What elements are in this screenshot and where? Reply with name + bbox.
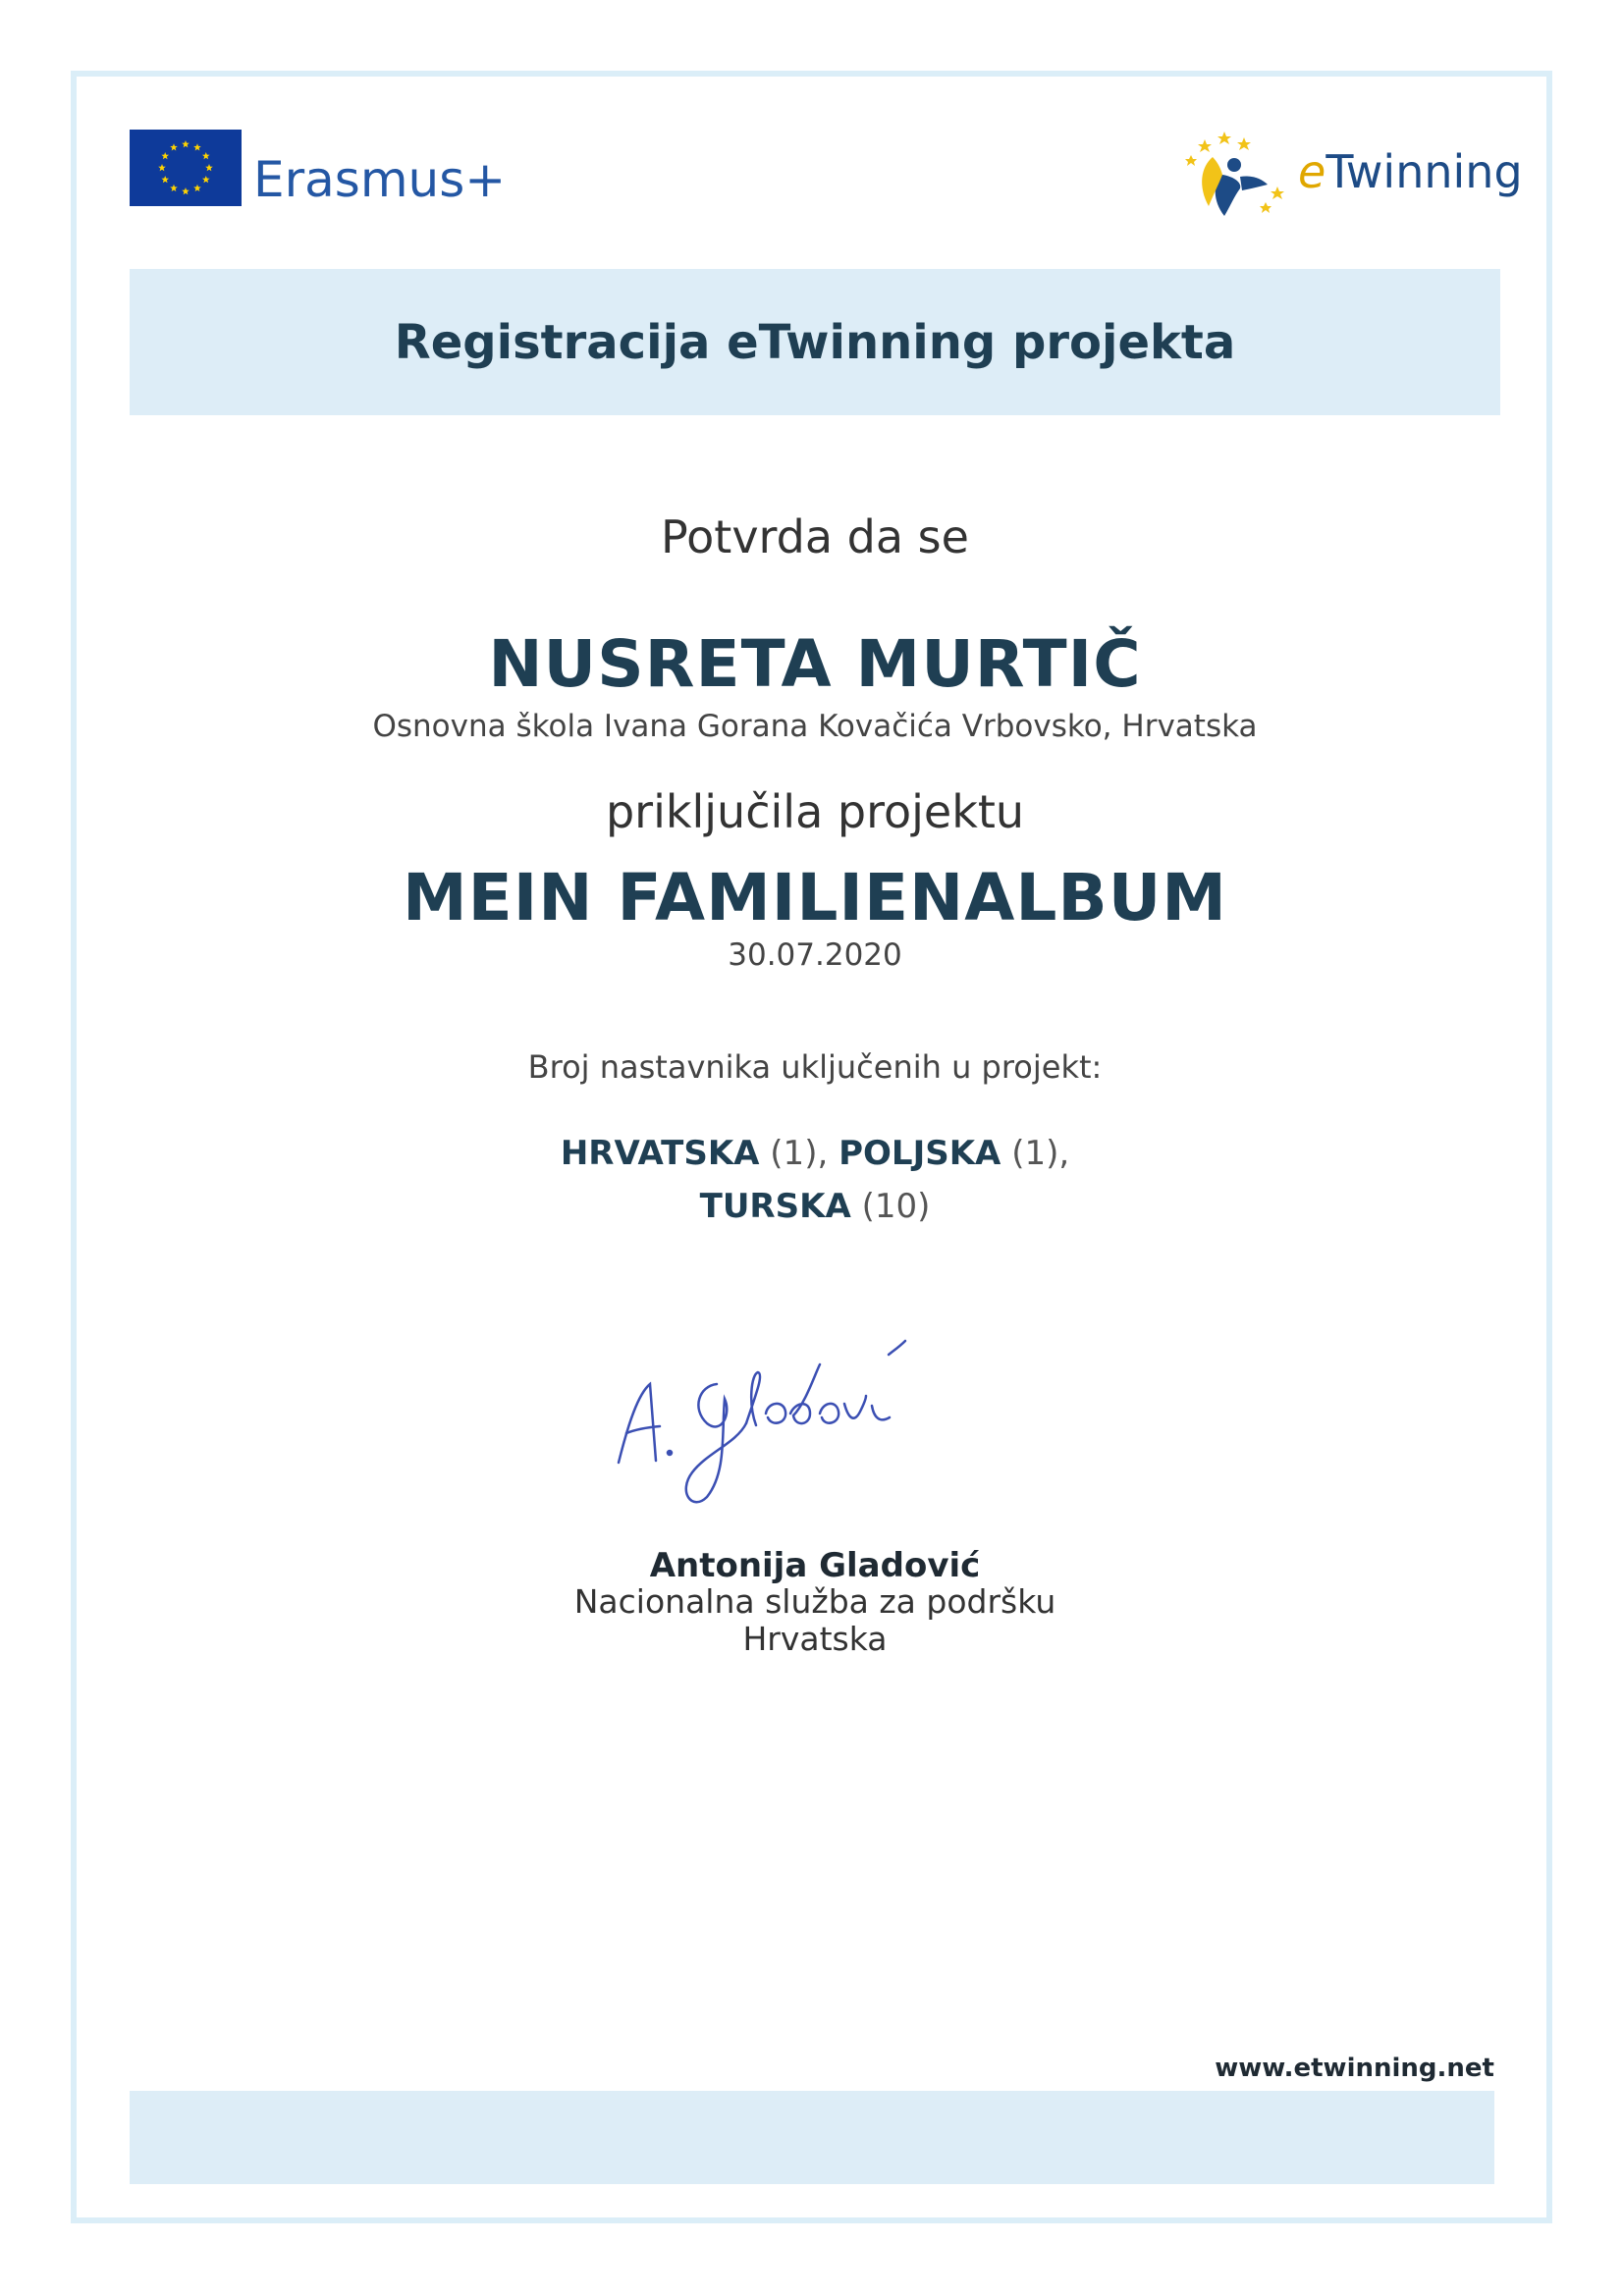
country-name: HRVATSKA (560, 1134, 760, 1173)
footer-url[interactable]: www.etwinning.net (1215, 2054, 1494, 2083)
etwinning-logo-rest: Twinning (1325, 145, 1523, 198)
project-name: MEIN FAMILIENALBUM (402, 860, 1227, 935)
etwinning-logo-text (1298, 145, 1523, 198)
signer-name: Antonija Gladović (649, 1546, 981, 1585)
country-name: TURSKA (699, 1187, 851, 1226)
country-name: POLJSKA (839, 1134, 1001, 1173)
joined-text: priključila projektu (605, 785, 1025, 838)
footer-band (130, 2091, 1494, 2184)
etwinning-logo-icon (1183, 128, 1293, 226)
teachers-label: Broj nastavnika uključenih u projekt: (527, 1048, 1103, 1086)
title-band (130, 269, 1500, 415)
teacher-name: NUSRETA MURTIČ (488, 626, 1142, 702)
country-count: (10) (861, 1187, 931, 1226)
eu-flag-icon (130, 130, 242, 206)
signer-office: Nacionalna služba za podršku (573, 1582, 1056, 1621)
country-list (130, 1127, 1500, 1233)
country-count: (1), (770, 1134, 829, 1173)
handwritten-signature (609, 1315, 1041, 1512)
signer-country: Hrvatska (742, 1620, 888, 1658)
page-title: Registracija eTwinning projekta (394, 314, 1236, 370)
lead-text: Potvrda da se (661, 510, 969, 563)
erasmus-logo-text: Erasmus+ (253, 151, 507, 208)
etwinning-logo-prefix: e (1298, 145, 1326, 198)
project-date: 30.07.2020 (728, 937, 902, 973)
school-name: Osnovna škola Ivana Gorana Kovačića Vrbovsko, Hrvatska (372, 709, 1258, 744)
country-count: (1), (1011, 1134, 1070, 1173)
